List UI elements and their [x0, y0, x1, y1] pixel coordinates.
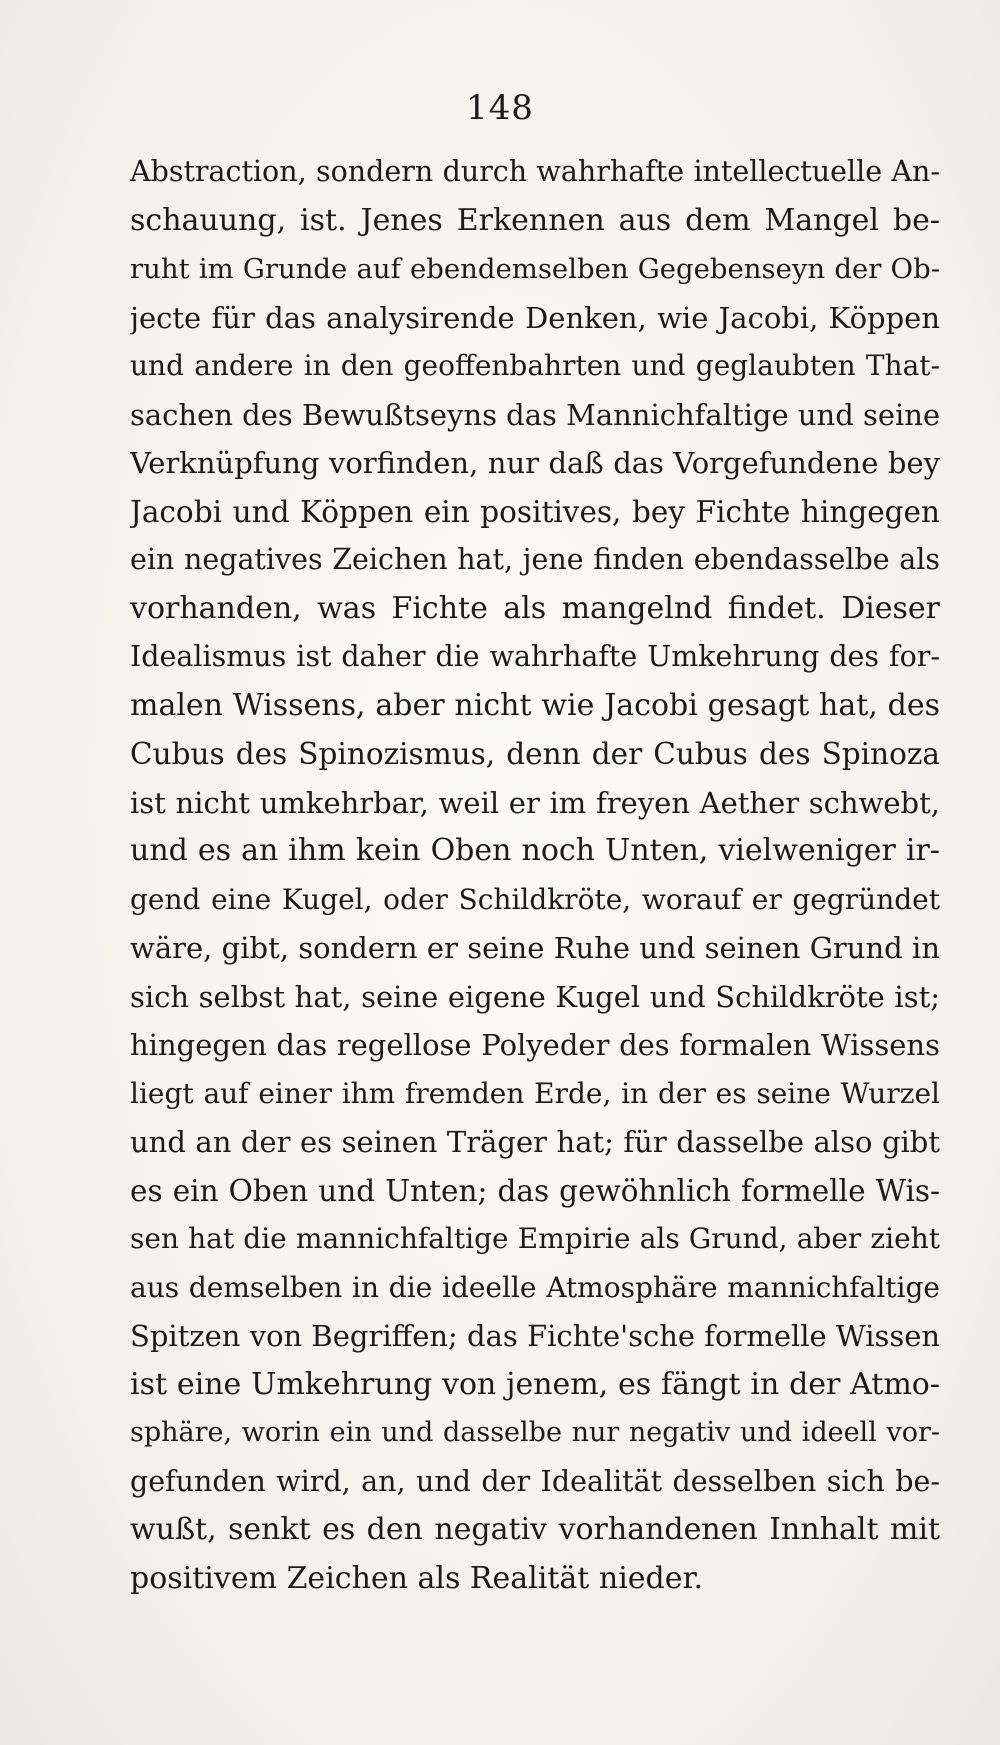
text-line: aus demselben in die ideelle Atmosphäre mannichfaltige: [130, 1270, 940, 1304]
text-line: Cubus des Spinozismus, denn der Cubus des Spinoza: [130, 737, 940, 771]
text-line: wäre, gibt, sondern er seine Ruhe und seinen Grund in: [130, 931, 940, 965]
text-line: gend eine Kugel, oder Schildkröte, worauf er gegründet: [130, 882, 940, 916]
text-line: ist eine Umkehrung von jenem, es fängt in der Atmo-: [130, 1366, 940, 1402]
body-text: [130, 148, 940, 1603]
text-line: wußt, senkt es den negativ vorhandenen Innhalt mit: [130, 1512, 940, 1547]
page-number: 148: [466, 88, 534, 128]
text-line: sphäre, worin ein und dasselbe nur negativ und ideell vor-: [130, 1417, 940, 1448]
text-line: Spitzen von Begriffen; das Fichte'sche formelle Wissen: [130, 1319, 940, 1353]
text-line: malen Wissens, aber nicht wie Jacobi gesagt hat, des: [130, 687, 940, 723]
text-line: und es an ihm kein Oben noch Unten, vielweniger ir-: [130, 833, 940, 868]
text-line: und andere in den geoffenbahrten und geglaubten That-: [130, 349, 940, 382]
text-line: ist nicht umkehrbar, weil er im freyen Aether schwebt,: [130, 785, 940, 820]
text-line: Jacobi und Köppen ein positives, bey Fichte hingegen: [130, 494, 940, 529]
text-line: ein negatives Zeichen hat, jene finden ebendasselbe als: [130, 543, 940, 576]
text-line: und an der es seinen Träger hat; für dasselbe also gibt: [130, 1125, 940, 1159]
text-line-last: positivem Zeichen als Realität nieder.: [130, 1560, 704, 1596]
text-line: sen hat die mannichfaltige Empirie als Grund, aber zieht: [130, 1222, 940, 1255]
text-line: jecte für das analysirende Denken, wie Jacobi, Köppen: [130, 300, 940, 335]
text-line: sich selbst hat, seine eigene Kugel und Schildkröte ist;: [130, 979, 940, 1014]
text-line: Idealismus ist daher die wahrhafte Umkehrung des for-: [130, 640, 940, 673]
text-line: liegt auf einer ihm fremden Erde, in der es seine Wurzel: [130, 1076, 940, 1110]
text-line: Abstraction, sondern durch wahrhafte intellectuelle An-: [130, 155, 940, 188]
text-line: hingegen das regellose Polyeder des formalen Wissens: [130, 1028, 940, 1062]
text-line: es ein Oben und Unten; das gewöhnlich formelle Wis-: [130, 1173, 940, 1208]
text-line: gefunden wird, an, und der Idealität desselben sich be-: [130, 1464, 940, 1498]
text-line: schauung, ist. Jenes Erkennen aus dem Mangel be-: [130, 202, 940, 238]
text-line: ruht im Grunde auf ebendemselben Gegebenseyn der Ob-: [130, 253, 940, 285]
text-line: sachen des Bewußtseyns das Mannichfaltige und seine: [130, 397, 940, 432]
text-line: vorhanden, was Fichte als mangelnd findet. Dieser: [130, 590, 940, 626]
text-line: Verknüpfung vorfinden, nur daß das Vorgefundene bey: [130, 446, 940, 480]
